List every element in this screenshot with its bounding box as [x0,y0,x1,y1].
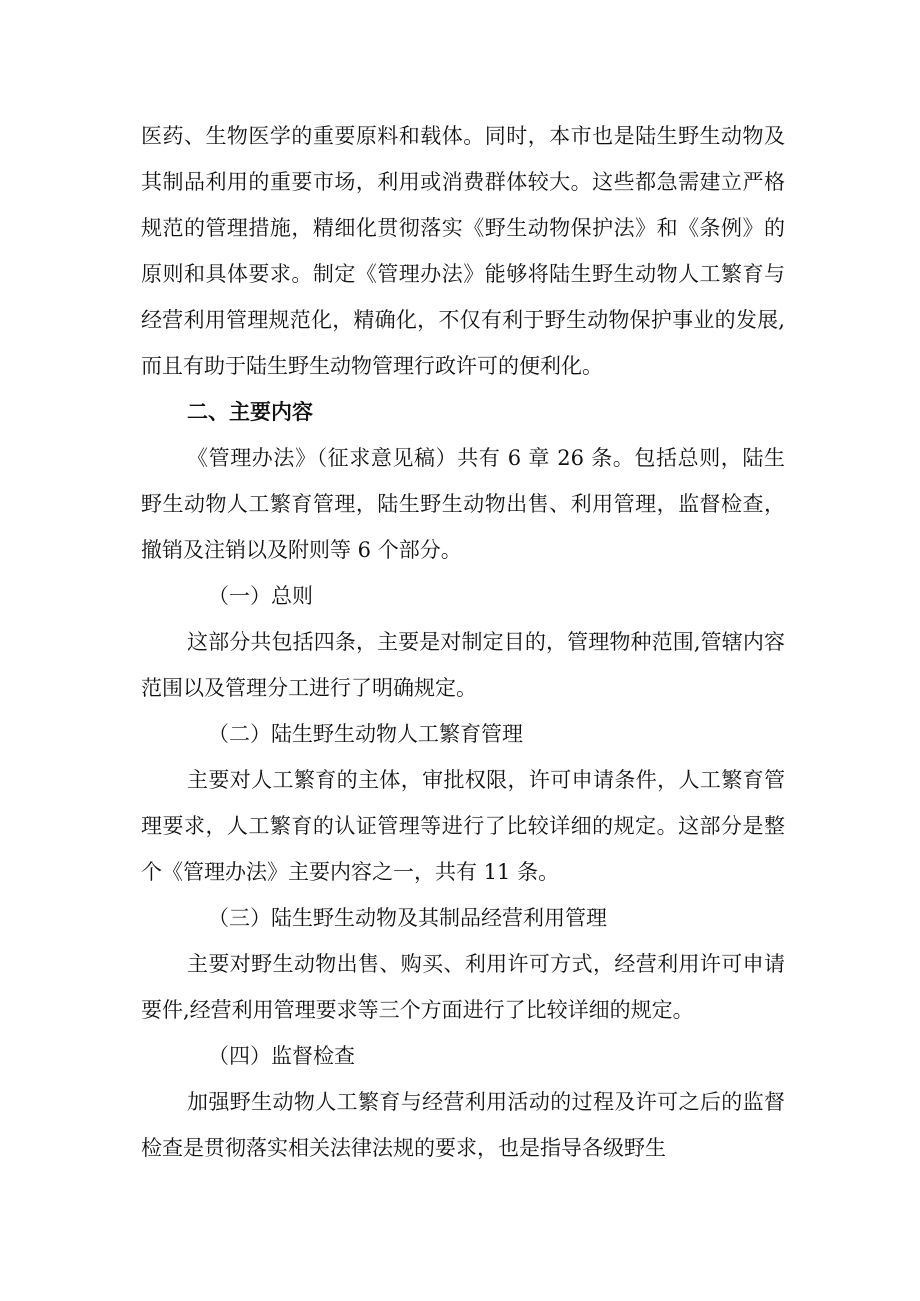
paragraph-general: 这部分共包括四条，主要是对制定目的，管理物种范围,管辖内容范围以及管理分工进行了明确规定。 [141,630,785,700]
paragraph-background: 医药、生物医学的重要原料和载体。同时，本市也是陆生野生动物及其制品利用的重要市场，利用或消费群体较大。这些都急需建立严格规范的管理措施，精细化贯彻落实《野生动物保护法》和《条例》的原则和具体要求。制定《管理办法》能够将陆生野生动物人工繁育与经营利用管理规范化，精确化，不仅有利于野生动物保护事业的发展,而且有助于陆生野生动物管理行政许可的便利化。 [141,124,785,378]
paragraph-trade: 主要对野生动物出售、购买、利用许可方式，经营利用许可申请要件,经营利用管理要求等三个方面进行了比较详细的规定。 [141,952,785,1022]
subsection-heading-supervision: （四）监督检查 [208,1044,355,1068]
paragraph-breeding: 主要对人工繁育的主体，审批权限，许可申请条件，人工繁育管理要求，人工繁育的认证管理等进行了比较详细的规定。这部分是整个《管理办法》主要内容之一，共有 11 条。 [141,768,785,884]
paragraph-overview: 《管理办法》（征求意见稿）共有 6 章 26 条。包括总则，陆生野生动物人工繁育管理，陆生野生动物出售、利用管理，监督检查，撤销及注销以及附则等 6 个部分。 [141,446,785,562]
document-body [141,113,785,1171]
paragraph-supervision: 加强野生动物人工繁育与经营利用活动的过程及许可之后的监督检查是贯彻落实相关法律法规的要求，也是指导各级野生 [141,1090,785,1160]
section-heading-main-content: 二、主要内容 [187,400,313,424]
subsection-heading-breeding: （二）陆生野生动物人工繁育管理 [208,722,523,746]
subsection-heading-trade: （三）陆生野生动物及其制品经营利用管理 [208,906,607,930]
subsection-heading-general: （一）总则 [208,584,313,608]
